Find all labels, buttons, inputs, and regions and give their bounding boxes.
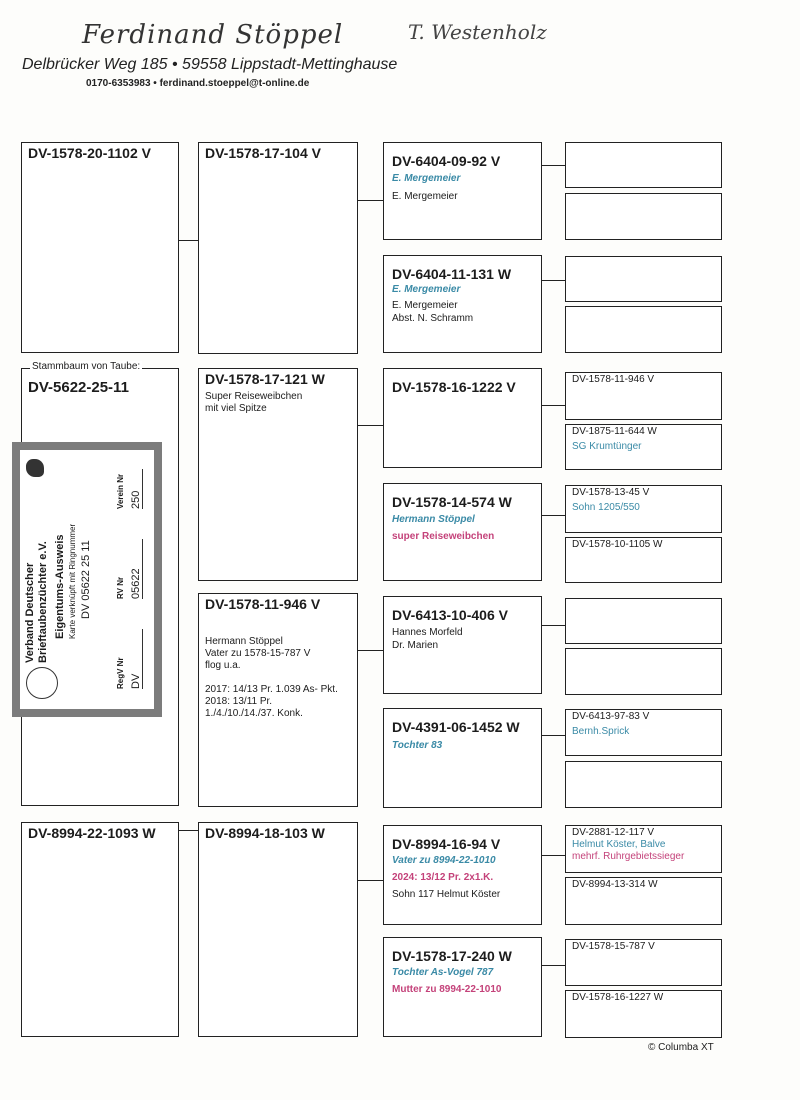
connector-line — [178, 830, 198, 831]
handwritten-note: T. Westenholz — [408, 20, 547, 44]
gen4-mmm-f-box — [565, 939, 722, 986]
gen4-mmf-f-line2: mehrf. Ruhrgebietssieger — [572, 851, 685, 862]
gen3-fmm-ring: DV-1578-14-574 W — [392, 494, 512, 510]
gen4-fmf-m-line1: SG Krumtünger — [572, 441, 642, 452]
gen4-box — [565, 306, 722, 353]
connector-line — [542, 735, 565, 736]
gen3-mmm-line2: Mutter zu 8994-22-1010 — [392, 984, 502, 995]
gen3-mmf-box — [383, 825, 542, 925]
connector-line — [542, 165, 565, 166]
gen4-fmm-f-line1: Sohn 1205/550 — [572, 502, 640, 513]
gen4-mmf-f-box — [565, 825, 722, 873]
gen2-fm-ring: DV-1578-17-121 W — [205, 371, 325, 387]
gen3-fmm-line2: super Reiseweibchen — [392, 531, 495, 542]
gen3-fff-box — [383, 142, 542, 240]
gen3-fff-line1: E. Mergemeier — [392, 173, 461, 184]
connector-line — [358, 200, 383, 201]
mother-box — [21, 822, 179, 1037]
connector-line — [542, 965, 565, 966]
connector-line — [542, 280, 565, 281]
copyright: © Columba XT — [648, 1042, 714, 1053]
gen4-fmm-m-ring: DV-1578-10-1105 W — [572, 539, 663, 550]
gen3-fff-ring: DV-6404-09-92 V — [392, 153, 501, 169]
gen3-mmm-line1: Tochter As-Vogel 787 — [392, 967, 494, 978]
gen3-ffm-ring: DV-6404-11-131 W — [392, 266, 512, 282]
gen2-mm-ring: DV-8994-18-103 W — [205, 825, 325, 841]
connector-line — [542, 515, 565, 516]
gen3-fmf-ring: DV-1578-16-1222 V — [392, 379, 516, 395]
breeder-address: Delbrücker Weg 185 • 59558 Lippstadt-Mettinghause — [22, 56, 398, 73]
gen4-box — [565, 193, 722, 240]
connector-line — [178, 240, 198, 241]
card-ring-value: DV 05622 25 11 — [80, 540, 92, 619]
gen3-mfm-ring: DV-4391-06-1452 W — [392, 719, 520, 735]
gen3-ffm-line2: E. Mergemeier — [392, 300, 458, 311]
connector-line — [542, 625, 565, 626]
gen4-mmm-m-box — [565, 990, 722, 1038]
connector-line — [542, 405, 565, 406]
gen4-fmf-m-box — [565, 424, 722, 470]
gen3-fmf-box — [383, 368, 542, 468]
gen4-mmm-m-ring: DV-1578-16-1227 W — [572, 992, 664, 1003]
gen2-mm-box — [198, 822, 358, 1037]
gen4-fmm-f-box — [565, 485, 722, 533]
gen3-mff-line2: Dr. Marien — [392, 640, 439, 651]
gen4-box — [565, 256, 722, 302]
subject-label: Stammbaum von Taube: — [32, 361, 141, 372]
gen3-mfm-line1: Tochter 83 — [392, 740, 443, 751]
gen4-mfm-f-ring: DV-6413-97-83 V — [572, 711, 650, 722]
gen3-mfm-box — [383, 708, 542, 808]
gen4-mmf-f-line1: Helmut Köster, Balve — [572, 839, 666, 850]
mother-ring: DV-8994-22-1093 W — [28, 825, 156, 841]
card-col-regv: RegV Nr — [116, 657, 125, 689]
gen4-box — [565, 761, 722, 808]
gen3-mff-box — [383, 596, 542, 694]
card-org-line1: Verband Deutscher — [24, 562, 36, 663]
ownership-card — [12, 442, 162, 717]
vdb-logo-icon — [26, 667, 58, 699]
gen4-mfm-f-box — [565, 709, 722, 756]
gen3-mmf-ring: DV-8994-16-94 V — [392, 836, 501, 852]
card-val-verein: 250 — [130, 469, 143, 509]
gen4-mfm-f-line1: Bernh.Sprick — [572, 726, 630, 737]
gen4-fmm-m-box — [565, 537, 722, 583]
gen2-mf-line3: flog u.a. — [205, 660, 241, 671]
gen4-box — [565, 598, 722, 644]
gen4-box — [565, 648, 722, 695]
breeder-name: Ferdinand Stöppel — [82, 20, 344, 50]
card-title: Eigentums-Ausweis — [54, 534, 66, 639]
gen3-fmm-line1: Hermann Stöppel — [392, 514, 475, 525]
gen4-mmm-f-ring: DV-1578-15-787 V — [572, 941, 655, 952]
card-subtitle: Karte verknüpft mit Ringnummer — [68, 523, 77, 639]
gen2-ff-ring: DV-1578-17-104 V — [205, 145, 321, 161]
gen3-fmm-box — [383, 483, 542, 581]
gen2-mf-line5: 2018: 13/11 Pr. — [205, 696, 273, 707]
gen4-mmf-f-ring: DV-2881-12-117 V — [572, 827, 655, 838]
connector-line — [542, 855, 565, 856]
father-ring: DV-1578-20-1102 V — [28, 145, 151, 161]
subject-ring: DV-5622-25-11 — [28, 379, 129, 396]
card-val-rv: 05622 — [130, 539, 143, 599]
gen4-mmf-m-box — [565, 877, 722, 925]
gen2-fm-line1: Super Reiseweibchen — [205, 391, 303, 402]
gen3-mff-ring: DV-6413-10-406 V — [392, 607, 508, 623]
gen3-mmm-ring: DV-1578-17-240 W — [392, 948, 512, 964]
gen4-box — [565, 142, 722, 188]
gen2-mf-line1: Hermann Stöppel — [205, 636, 283, 647]
gen2-mf-line2: Vater zu 1578-15-787 V — [205, 648, 311, 659]
connector-line — [358, 650, 383, 651]
card-val-regv: DV — [130, 629, 143, 689]
card-col-verein: Verein Nr — [116, 473, 125, 509]
gen3-ffm-box — [383, 255, 542, 353]
gen2-mf-ring: DV-1578-11-946 V — [205, 596, 321, 612]
gen3-mff-line1: Hannes Morfeld — [392, 627, 463, 638]
gen3-mmf-line2: 2024: 13/12 Pr. 2x1.K. — [392, 872, 494, 883]
connector-line — [358, 425, 383, 426]
gen3-ffm-line1: E. Mergemeier — [392, 284, 461, 295]
gen2-ff-box — [198, 142, 358, 354]
gen4-fmf-f-box — [565, 372, 722, 420]
gen4-fmf-f-ring: DV-1578-11-946 V — [572, 374, 655, 385]
connector-line — [358, 880, 383, 881]
breeder-contact: 0170-6353983 • ferdinand.stoeppel@t-online.de — [86, 78, 310, 89]
gen3-ffm-line3: Abst. N. Schramm — [392, 313, 474, 324]
gen3-fff-line2: E. Mergemeier — [392, 191, 458, 202]
gen3-mmf-line3: Sohn 117 Helmut Köster — [392, 889, 501, 900]
father-box — [21, 142, 179, 353]
gen2-fm-line2: mit viel Spitze — [205, 403, 267, 414]
gen3-mmm-box — [383, 937, 542, 1037]
pigeon-icon — [26, 459, 44, 477]
gen4-fmf-m-ring: DV-1875-11-644 W — [572, 426, 657, 437]
card-org-line2: Brieftaubenzüchter e.V. — [37, 541, 49, 663]
gen3-mmf-line1: Vater zu 8994-22-1010 — [392, 855, 496, 866]
gen2-mf-line6: 1./4./10./14./37. Konk. — [205, 708, 303, 719]
gen4-mmf-m-ring: DV-8994-13-314 W — [572, 879, 658, 890]
gen2-fm-box — [198, 368, 358, 581]
gen2-mf-line4: 2017: 14/13 Pr. 1.039 As- Pkt. — [205, 684, 338, 695]
card-col-rv: RV Nr — [116, 576, 125, 599]
gen2-mf-box — [198, 593, 358, 807]
gen4-fmm-f-ring: DV-1578-13-45 V — [572, 487, 650, 498]
